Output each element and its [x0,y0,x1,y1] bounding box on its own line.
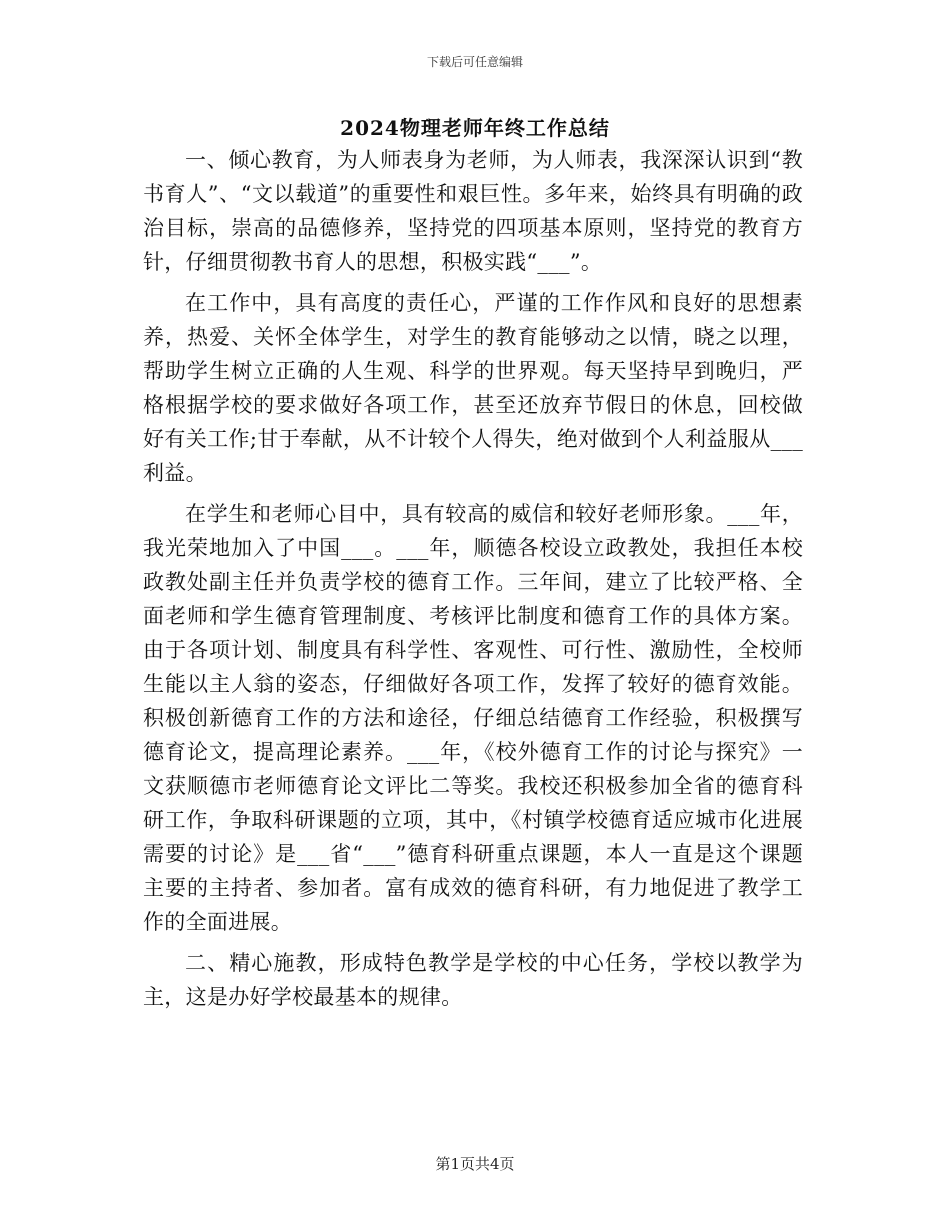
document-title: 2024物理老师年终工作总结 [340,116,610,140]
paragraph-1: 一、倾心教育，为人师表身为老师，为人师表，我深深认识到“教书育人”、“文以载道”的重要性和艰巨性。多年来，始终具有明确的政治目标，崇高的品德修养，坚持党的四项基本原则，坚持党的教育方针，仔细贯彻教书育人的思想，积极实践“___”。 [143,148,803,274]
header-note: 下载后可任意编辑 [426,55,523,69]
paragraph-4: 二、精心施教，形成特色教学是学校的中心任务，学校以教学为主，这是办好学校最基本的规律。 [143,951,803,1009]
page-indicator: 第1页共4页 [435,1155,515,1173]
paragraph-3: 在学生和老师心目中，具有较高的威信和较好老师形象。___年，我光荣地加入了中国___。___年，顺德各校设立政教处，我担任本校政教处副主任并负责学校的德育工作。三年间，建立了比较严格、全面老师和学生德育管理制度、考核评比制度和德育工作的具体方案。由于各项计划、制度具有科学性、客观性、可行性、激励性，全校师生能以主人翁的姿态，仔细做好各项工作，发挥了较好的德育效能。积极创新德育工作的方法和途径，仔细总结德育工作经验，积极撰写德育论文，提高理论素养。___年，《校外德育工作的讨论与探究》一文获顺德市老师德育论文评比二等奖。我校还积极参加全省的德育科研工作，争取科研课题的立项，其中，《村镇学校德育适应城市化进展需要的讨论》是___省“___”德育科研重点课题，本人一直是这个课题主要的主持者、参加者。富有成效的德育科研，有力地促进了教学工作的全面进展。 [143,502,803,934]
paragraph-2: 在工作中，具有高度的责任心，严谨的工作作风和良好的思想素养，热爱、关怀全体学生，对学生的教育能够动之以情，晓之以理，帮助学生树立正确的人生观、科学的世界观。每天坚持早到晚归，严格根据学校的要求做好各项工作，甚至还放弃节假日的休息，回校做好有关工作;甘于奉献，从不计较个人得失，绝对做到个人利益服从___利益。 [143,291,803,485]
document-body [143,143,803,1021]
